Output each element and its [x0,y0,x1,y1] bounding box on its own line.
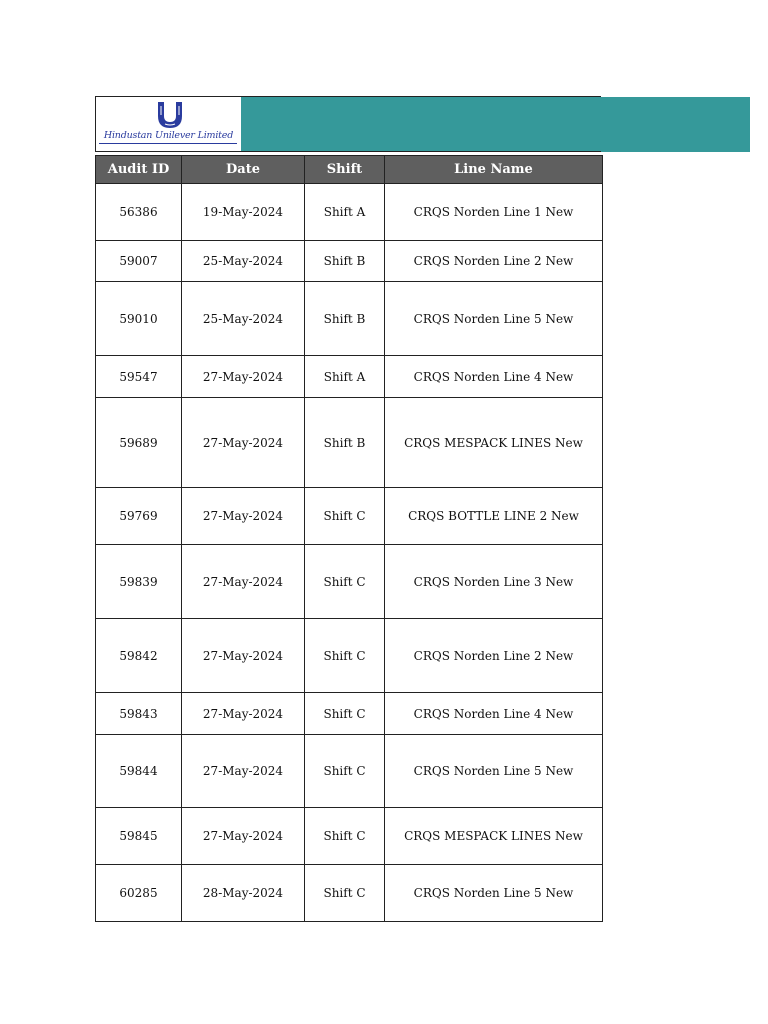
audit-id-cell: 56386 [96,184,182,241]
shift-cell: Shift C [305,488,385,545]
shift-cell: Shift C [305,865,385,922]
table-row [96,398,603,488]
date-cell: 28-May-2024 [182,865,305,922]
table-row [96,545,603,619]
audit-id-cell: 59547 [96,356,182,398]
shift-cell: Shift C [305,619,385,693]
line-name-cell: CRQS Norden Line 2 New [385,619,603,693]
audit-id-cell: 59010 [96,282,182,356]
audit-id-cell: 59689 [96,398,182,488]
shift-cell: Shift C [305,808,385,865]
table-row [96,735,603,808]
line-name-cell: CRQS Norden Line 4 New [385,356,603,398]
date-cell: 19-May-2024 [182,184,305,241]
table-header-row [96,156,603,184]
audit-id-cell: 60285 [96,865,182,922]
column-header-shift: Shift [305,156,385,184]
line-name-cell: CRQS Norden Line 5 New [385,282,603,356]
line-name-cell: CRQS Norden Line 2 New [385,241,603,282]
shift-cell: Shift B [305,282,385,356]
date-cell: 27-May-2024 [182,808,305,865]
date-cell: 27-May-2024 [182,356,305,398]
line-name-cell: CRQS Norden Line 5 New [385,865,603,922]
audit-id-cell: 59845 [96,808,182,865]
date-cell: 27-May-2024 [182,488,305,545]
table-row [96,865,603,922]
shift-cell: Shift B [305,241,385,282]
line-name-cell: CRQS MESPACK LINES New [385,398,603,488]
header-teal-fill [241,97,601,151]
line-name-cell: CRQS MESPACK LINES New [385,808,603,865]
date-cell: 25-May-2024 [182,282,305,356]
date-cell: 27-May-2024 [182,398,305,488]
shift-cell: Shift A [305,184,385,241]
audit-id-cell: 59843 [96,693,182,735]
audit-id-cell: 59839 [96,545,182,619]
audit-id-cell: 59769 [96,488,182,545]
line-name-cell: CRQS BOTTLE LINE 2 New [385,488,603,545]
table-row [96,619,603,693]
table-row [96,488,603,545]
logo-underline [99,143,237,144]
shift-cell: Shift C [305,735,385,808]
table-row [96,184,603,241]
line-name-cell: CRQS Norden Line 3 New [385,545,603,619]
audit-id-cell: 59844 [96,735,182,808]
date-cell: 25-May-2024 [182,241,305,282]
company-logo [97,98,240,149]
shift-cell: Shift A [305,356,385,398]
table-row [96,356,603,398]
table-row [96,282,603,356]
column-header-audit-id: Audit ID [96,156,182,184]
table-row [96,808,603,865]
date-cell: 27-May-2024 [182,693,305,735]
column-header-line-name: Line Name [385,156,603,184]
unilever-u-icon [155,101,185,129]
line-name-cell: CRQS Norden Line 4 New [385,693,603,735]
table-row [96,693,603,735]
shift-cell: Shift C [305,545,385,619]
shift-cell: Shift B [305,398,385,488]
audit-id-cell: 59842 [96,619,182,693]
date-cell: 27-May-2024 [182,619,305,693]
audit-id-cell: 59007 [96,241,182,282]
column-header-date: Date [182,156,305,184]
table-row [96,241,603,282]
line-name-cell: CRQS Norden Line 5 New [385,735,603,808]
audit-table [95,155,603,922]
date-cell: 27-May-2024 [182,545,305,619]
date-cell: 27-May-2024 [182,735,305,808]
company-name: Hindustan Unilever Limited [103,130,234,141]
shift-cell: Shift C [305,693,385,735]
line-name-cell: CRQS Norden Line 1 New [385,184,603,241]
